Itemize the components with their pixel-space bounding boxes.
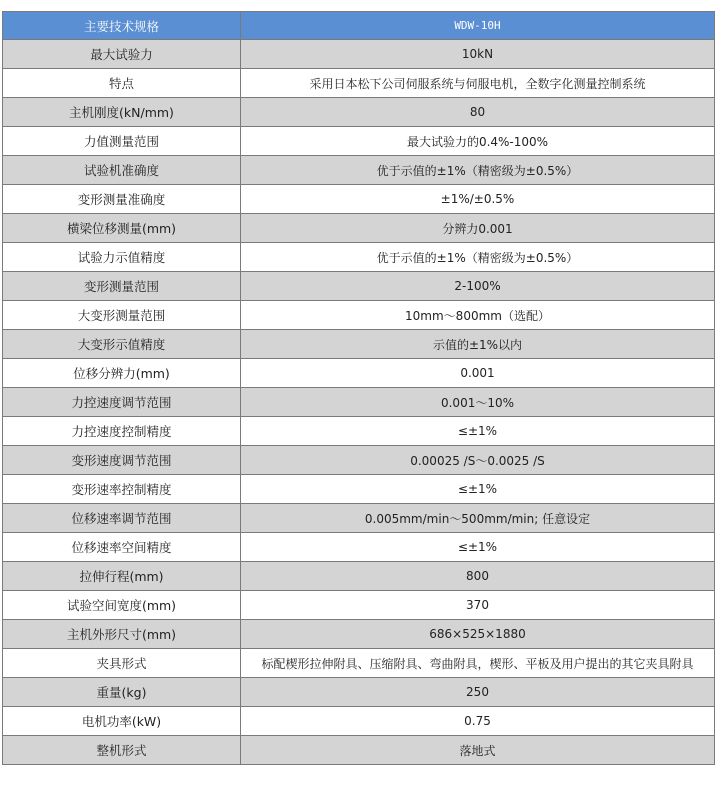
table-row — [3, 591, 715, 620]
row-label: 整机形式 — [3, 736, 241, 765]
table-row — [3, 330, 715, 359]
row-label: 力控速度调节范围 — [3, 388, 241, 417]
row-label: 特点 — [3, 69, 241, 98]
row-label: 横梁位移测量(mm) — [3, 214, 241, 243]
row-value: 370 — [241, 591, 715, 620]
table-row — [3, 243, 715, 272]
row-label: 主机外形尺寸(mm) — [3, 620, 241, 649]
table-row — [3, 707, 715, 736]
table-row — [3, 475, 715, 504]
row-value: ±1%/±0.5% — [241, 185, 715, 214]
row-value: 80 — [241, 98, 715, 127]
row-value: 800 — [241, 562, 715, 591]
row-label: 大变形示值精度 — [3, 330, 241, 359]
row-value: 分辨力0.001 — [241, 214, 715, 243]
table-row — [3, 156, 715, 185]
row-label: 变形测量范围 — [3, 272, 241, 301]
row-label: 力控速度控制精度 — [3, 417, 241, 446]
row-value: 0.75 — [241, 707, 715, 736]
row-label: 夹具形式 — [3, 649, 241, 678]
row-value: 标配楔形拉伸附具、压缩附具、弯曲附具，楔形、平板及用户提出的其它夹具附具 — [241, 649, 715, 678]
row-value: ≤±1% — [241, 475, 715, 504]
row-value: 250 — [241, 678, 715, 707]
table-row — [3, 272, 715, 301]
row-value: 0.001 — [241, 359, 715, 388]
table-row — [3, 98, 715, 127]
table-row — [3, 127, 715, 156]
header-model: WDW-10H — [241, 12, 715, 40]
row-label: 最大试验力 — [3, 40, 241, 69]
row-label: 试验空间宽度(mm) — [3, 591, 241, 620]
row-value: 采用日本松下公司伺服系统与伺服电机，全数字化测量控制系统 — [241, 69, 715, 98]
row-value: 10mm～800mm（选配） — [241, 301, 715, 330]
row-value: ≤±1% — [241, 417, 715, 446]
row-value: 最大试验力的0.4%-100% — [241, 127, 715, 156]
table-row — [3, 736, 715, 765]
table-body — [3, 40, 715, 765]
row-label: 变形测量准确度 — [3, 185, 241, 214]
row-value: 0.001～10% — [241, 388, 715, 417]
row-label: 主机刚度(kN/mm) — [3, 98, 241, 127]
table-row — [3, 620, 715, 649]
row-label: 试验力示值精度 — [3, 243, 241, 272]
row-label: 拉伸行程(mm) — [3, 562, 241, 591]
row-value: 0.00025 /S～0.0025 /S — [241, 446, 715, 475]
table-row — [3, 185, 715, 214]
row-label: 变形速度调节范围 — [3, 446, 241, 475]
table-row — [3, 678, 715, 707]
table-row — [3, 69, 715, 98]
row-label: 大变形测量范围 — [3, 301, 241, 330]
table-row — [3, 562, 715, 591]
spec-table — [2, 11, 715, 765]
row-label: 试验机准确度 — [3, 156, 241, 185]
table-row — [3, 359, 715, 388]
row-value: 优于示值的±1%（精密级为±0.5%） — [241, 243, 715, 272]
row-value: 示值的±1%以内 — [241, 330, 715, 359]
row-label: 位移速率调节范围 — [3, 504, 241, 533]
row-value: 0.005mm/min～500mm/min; 任意设定 — [241, 504, 715, 533]
table-row — [3, 533, 715, 562]
row-value: 10kN — [241, 40, 715, 69]
row-label: 电机功率(kW) — [3, 707, 241, 736]
table-row — [3, 504, 715, 533]
table-row — [3, 214, 715, 243]
table-row — [3, 417, 715, 446]
table-row — [3, 301, 715, 330]
table-header-row — [3, 12, 715, 40]
row-label: 位移速率空间精度 — [3, 533, 241, 562]
row-value: 落地式 — [241, 736, 715, 765]
row-value: 优于示值的±1%（精密级为±0.5%） — [241, 156, 715, 185]
table-row — [3, 388, 715, 417]
table-row — [3, 649, 715, 678]
header-label: 主要技术规格 — [3, 12, 241, 40]
row-value: 686×525×1880 — [241, 620, 715, 649]
row-value: 2-100% — [241, 272, 715, 301]
row-label: 变形速率控制精度 — [3, 475, 241, 504]
table-row — [3, 446, 715, 475]
row-label: 位移分辨力(mm) — [3, 359, 241, 388]
row-label: 力值测量范围 — [3, 127, 241, 156]
row-value: ≤±1% — [241, 533, 715, 562]
row-label: 重量(kg) — [3, 678, 241, 707]
table-row — [3, 40, 715, 69]
